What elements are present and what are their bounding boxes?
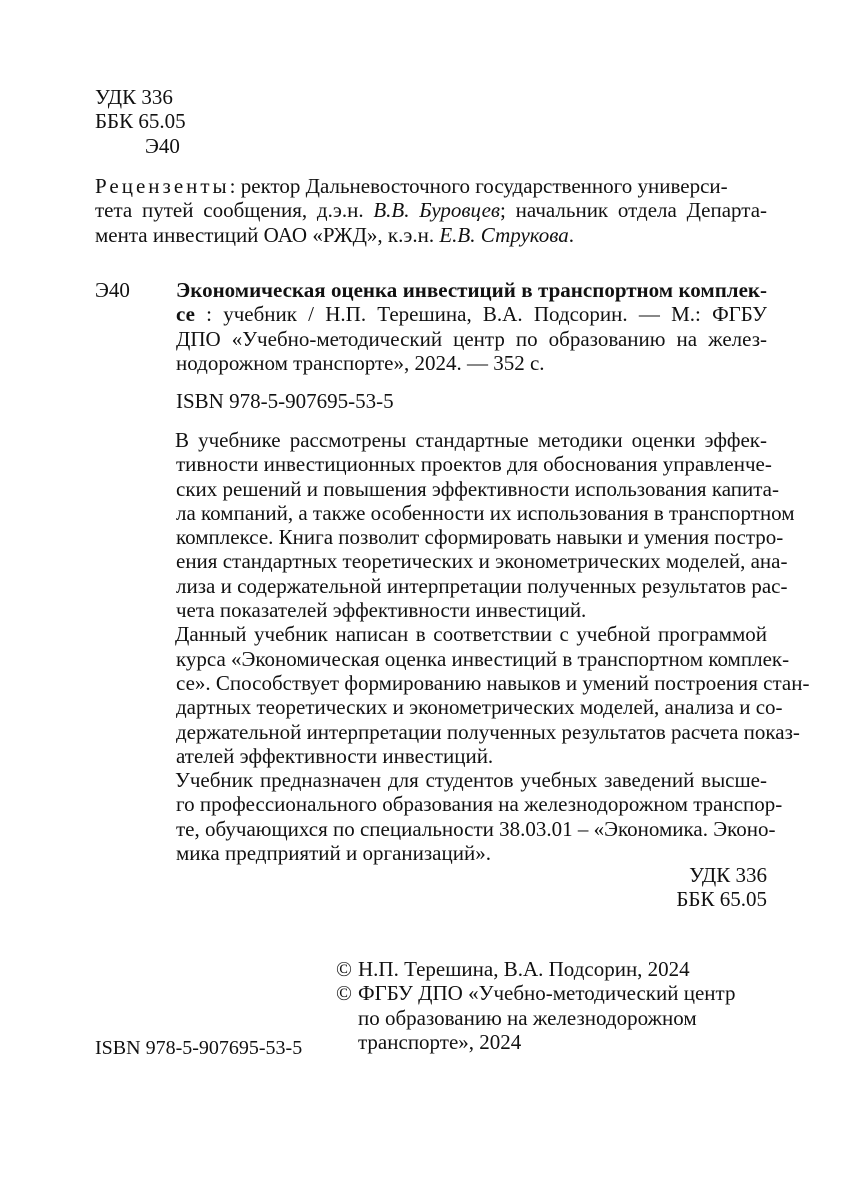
copyright-symbol: © <box>336 981 352 1006</box>
bbk-code: ББК 65.05 <box>95 109 186 134</box>
copyright-block: © Н.П. Терешина, В.А. Подсорин, 2024 © ФГБУ ДПО «Учебно-методический центр по образованию на железнодорожном транспорте», 2024 <box>336 957 767 1054</box>
catalog-code: Э40 <box>95 278 130 302</box>
book-title: Экономическая оценка инвестиций в транспортном комплек- <box>176 278 767 302</box>
udk-code: УДК 336 <box>95 85 173 109</box>
catalog-publisher-line: ДПО «Учебно-методический центр по образованию на желез- <box>176 326 767 351</box>
catalog-imprint-line: нодорожном транспорте», 2024. — 352 с. <box>176 350 545 375</box>
reviewers-label: Рецензенты <box>95 174 230 198</box>
footer-classification-codes <box>676 863 767 912</box>
isbn-footer: ISBN 978-5-907695-53-5 <box>95 1037 303 1059</box>
catalog-entry: Экономическая оценка инвестиций в транспортном комплек- се : учебник / Н.П. Терешина, В.А. Подсорин. — М.: ФГБУ ДПО «Учебно-методический центр по образованию на желез- нодорожном транспорте», 2024. — 352 с. <box>95 278 767 375</box>
copyright-publisher: © ФГБУ ДПО «Учебно-методический центр <box>336 981 736 1006</box>
annotation-paragraph-3: Учебник предназначен для студентов учебных заведений высше- го профессионального образования на железнодорожном транспор- те, обучающихся по специальности 38.03.01 – «Экономика. Эконо- мика предприятий и организаций». <box>175 768 783 866</box>
annotation-paragraph-2: Данный учебник написан в соответствии с учебной программой курса «Экономическая оценка инвестиций в транспортном комплек- се». Способствует формированию навыков и умений построения стан- дартных теоретических и эконометрических моделей, анализа и со- держательной интерпретации полученных результатов расчета показ- ателей эффективности инвестиций. <box>175 622 810 768</box>
copyright-authors: © Н.П. Терешина, В.А. Подсорин, 2024 <box>336 957 690 981</box>
annotation <box>95 428 810 866</box>
reviewer-name-2: Е.В. Струкова <box>439 222 569 247</box>
annotation-paragraph-1: В учебнике рассмотрены стандартные методики оценки эффек- тивности инвестиционных проектов для обоснования управленче- ских решений и повышения эффективности использования капита- ла компаний, а также особенности их использования в транспортном комплексе. Книга позволит сформировать навыки и умения постро- ения стандартных теоретических и эконометрических моделей, ана- лиза и содержательной интерпретации полученных результатов рас- чета показателей эффективности инвестиций. <box>175 428 795 623</box>
copyright-symbol: © <box>336 957 352 981</box>
reviewers-block: Рецензенты: ректор Дальневосточного государственного универси- тета путей сообщения, д.э.н. В.В. Буровцев; начальник отдела Департа- мента инвестиций ОАО «РЖД», к.э.н. Е.В. Струкова. <box>95 174 768 247</box>
footer-bbk-code: ББК 65.05 <box>676 887 767 912</box>
reviewer-name-1: В.В. Буровцев <box>373 198 501 223</box>
footer-udk-code: УДК 336 <box>689 863 767 887</box>
author-mark: Э40 <box>145 133 180 158</box>
classification-codes <box>95 85 186 158</box>
reviewers-line-1: : ректор Дальневосточного государственного универси- <box>229 174 728 198</box>
isbn-entry: ISBN 978-5-907695-53-5 <box>176 389 394 413</box>
